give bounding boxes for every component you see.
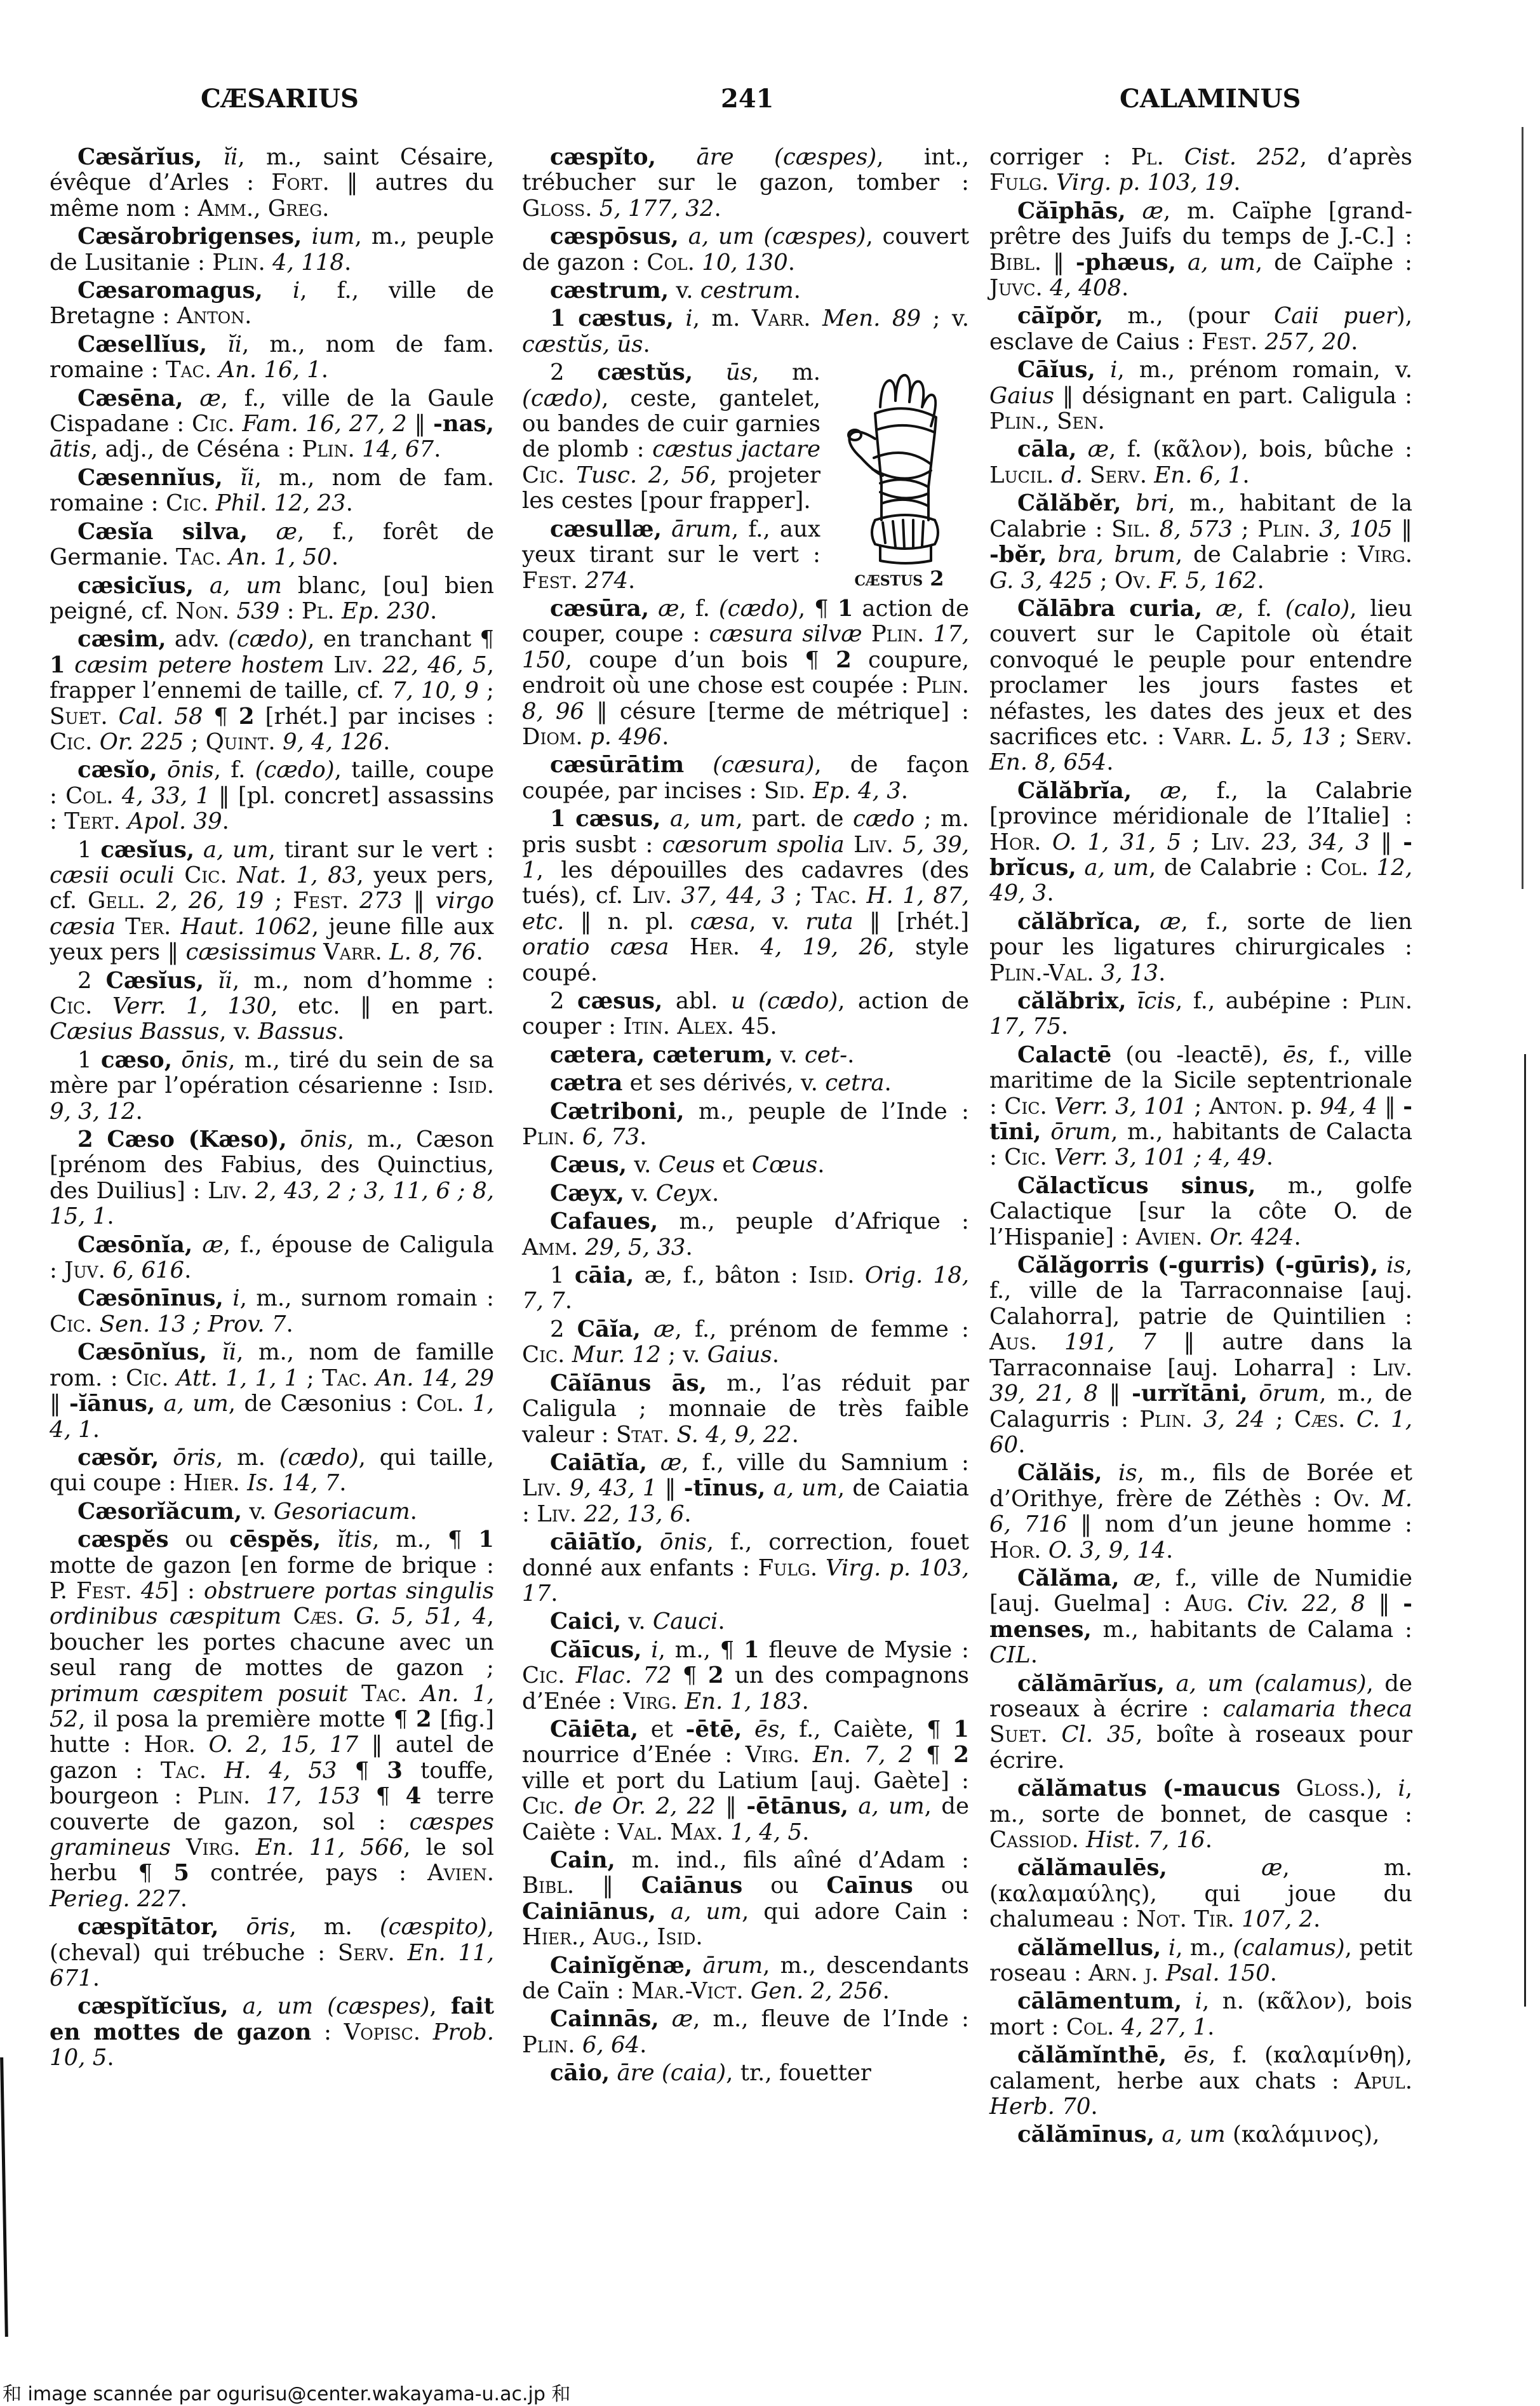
dictionary-entry: Cainnās, æ, m., fleuve de l’Inde : Plin. 6, 64. xyxy=(522,2006,969,2058)
dictionary-entry: cætra et ses dérivés, v. cetra. xyxy=(550,1070,892,1097)
dictionary-entry: Căīcus, i, m., ¶ 1 fleuve de Mysie : Cic. Flac. 72 ¶ 2 un des compagnons d’Enée : Virg. En. 1, 183. xyxy=(522,1636,969,1714)
page-edge-rule xyxy=(0,2057,8,2337)
dictionary-entry: Cāĭus, i, m., prénom romain, v. Gaius ‖ désignant en part. Caligula : Plin., Sen. xyxy=(989,357,1412,435)
dictionary-entry: cāĭpŏr, m., (pour Caii puer), esclave de Caius : Fest. 257, 20. xyxy=(989,303,1412,355)
dictionary-entry: 1 cæso, ōnis, m., tiré du sein de sa mère par l’opération césarienne : Isid. 9, 3, 12. xyxy=(50,1046,494,1125)
dictionary-entry: Călactĭcus sinus, m., golfe Calactique [sur la côte O. de l’Hispanie] : Avien. Or. 424. xyxy=(989,1172,1412,1250)
dictionary-entry: Călābra curia, æ, f. (calo), lieu couvert sur le Capitole où était convoqué le peuple pour entendre proclamer les jours fastes et néfastes, les dates des jeux et des sacrifices etc. : Varr. L. 5, 13 ; Serv. En. 8, 654. xyxy=(989,595,1413,776)
guide-word-left: CÆSARIUS xyxy=(201,84,359,114)
dictionary-entry: Cæyx, v. Ceyx. xyxy=(550,1180,720,1206)
dictionary-entry: călămellus, i, m., (calamus), petit roseau : Arn. j. Psal. 150. xyxy=(989,1934,1412,1987)
dictionary-entry: cæsŏr, ōris, m. (cædo), qui taille, qui coupe : Hier. Is. 14, 7. xyxy=(50,1444,494,1497)
dictionary-entry: Cæsōnīnus, i, m., surnom romain : Cic. Sen. 13 ; Prov. 7. xyxy=(50,1285,494,1337)
dictionary-entry: călămatus (-maucus Gloss.), i, m., sorte de bonnet, de casque : Cassiod. Hist. 7, 16. xyxy=(989,1775,1412,1853)
dictionary-entry: Călăis, is, m., fils de Borée et d’Orithye, frère de Zéthès : Ov. M. 6, 716 ‖ nom d’un jeune homme : Hor. O. 3, 9, 14. xyxy=(989,1460,1413,1563)
dictionary-entry: cæsullæ, ārum, f., aux yeux tirant sur le vert : Fest. 274. xyxy=(522,516,820,594)
dictionary-column-1 xyxy=(50,145,494,2074)
dictionary-entry: călămīnus, a, um (καλάμινος), xyxy=(1017,2122,1380,2148)
dictionary-entry: 1 cæsĭus, a, um, tirant sur le vert : cæsii oculi Cic. Nat. 1, 83, yeux pers, cf. Gell. 2, 26, 19 ; Fest. 273 ‖ virgo cæsia Ter. Haut. 1062, jeune fille aux yeux pers ‖ cæsissimus Varr. L. 8, 76. xyxy=(50,836,495,966)
dictionary-entry: cæspĭtātor, ōris, m. (cæspito), (cheval) qui trébuche : Serv. En. 11, 671. xyxy=(50,1914,494,1992)
dictionary-entry: cāiātĭo, ōnis, f., correction, fouet donné aux enfants : Fulg. Virg. p. 103, 17. xyxy=(522,1529,969,1607)
dictionary-entry: 1 cæstus, i, m. Varr. Men. 89 ; v. cæstŭs, ūs. xyxy=(522,305,969,358)
dictionary-entry: 1 cæsus, a, um, part. de cædo ; m. pris susbt : cæsorum spolia Liv. 5, 39, 1, les dépouilles des cadavres (des tués), cf. Liv. 37, 44, 3 ; Tac. H. 1, 87, etc. ‖ n. pl. cæsa, v. ruta ‖ [rhét.] oratio cæsa Her. 4, 19, 26, style coupé. xyxy=(522,806,970,986)
dictionary-entry: 2 cæsus, abl. u (cædo), action de couper : Itin. Alex. 45. xyxy=(522,988,969,1040)
cestus-figure xyxy=(829,363,969,591)
dictionary-entry: Călăbrĭa, æ, f., la Calabrie [province méridionale de l’Italie] : Hor. O. 1, 31, 5 ; Liv. 23, 34, 3 ‖ -brĭcus, a, um, de Calabrie : Col. 12, 49, 3. xyxy=(989,777,1412,907)
dictionary-entry: Călăgorris (-gurris) (-gūris), is, f., ville de la Tarraconnaise [auj. Calahorra], patrie de Quintilien : Aus. 191, 7 ‖ autre dans la Tarraconnaise [auj. Loharra] : Liv. 39, 21, 8 ‖ -urrĭtāni, ōrum, m., de Calagurris : Plin. 3, 24 ; Cæs. C. 1, 60. xyxy=(989,1252,1412,1458)
dictionary-entry: cæstrum, v. cestrum. xyxy=(550,277,801,304)
dictionary-entry: cæsĭo, ōnis, f. (cædo), taille, coupe : Col. 4, 33, 1 ‖ [pl. concret] assassins : Tert. Apol. 39. xyxy=(50,757,494,835)
dictionary-entry: cæsim, adv. (cædo), en tranchant ¶ 1 cæsim petere hostem Liv. 22, 46, 5, frapper l’ennemi de taille, cf. 7, 10, 9 ; Suet. Cal. 58 ¶ 2 [rhét.] par incises : Cic. Or. 225 ; Quint. 9, 4, 126. xyxy=(50,626,495,755)
dictionary-entry: Cain, m. ind., fils aîné d’Adam : Bibl. ‖ Caiānus ou Caīnus ou Cainiānus, a, um, qui adore Cain : Hier., Aug., Isid. xyxy=(522,1847,969,1951)
dictionary-entry: 2 Cæsĭus, ĭi, m., nom d’homme : Cic. Verr. 1, 130, etc. ‖ en part. Cæsius Bassus, v. Bassus. xyxy=(50,967,494,1045)
dictionary-entry: corriger : Pl. Cist. 252, d’après Fulg. Virg. p. 103, 19. xyxy=(989,144,1412,196)
dictionary-entry: 2 Cāĭa, æ, f., prénom de femme : Cic. Mur. 12 ; v. Gaius. xyxy=(522,1316,969,1368)
dictionary-entry: cæsicĭus, a, um blanc, [ou] bien peigné, cf. Non. 539 : Pl. Ep. 230. xyxy=(50,572,494,624)
dictionary-entry: Cæsellĭus, ĭi, m., nom de fam. romaine : Tac. An. 16, 1. xyxy=(50,331,494,384)
dictionary-entry: cæspōsus, a, um (cæspes), couvert de gazon : Col. 10, 130. xyxy=(522,224,969,276)
dictionary-entry: Călăma, æ, f., ville de Numidie [auj. Guelma] : Aug. Civ. 22, 8 ‖ -menses, m., habitants de Calama : CIL. xyxy=(989,1565,1412,1669)
dictionary-entry: Cæsōnĭa, æ, f., épouse de Caligula : Juv. 6, 616. xyxy=(50,1231,494,1284)
dictionary-entry: 1 cāia, æ, f., bâton : Isid. Orig. 18, 7, 7. xyxy=(522,1262,969,1314)
dictionary-entry: călăbrix, īcis, f., aubépine : Plin. 17, 75. xyxy=(989,988,1412,1040)
dictionary-entry: Cæsĭa silva, æ, f., forêt de Germanie. Tac. An. 1, 50. xyxy=(50,518,494,571)
page-edge-rule xyxy=(1522,127,1523,889)
running-head xyxy=(0,84,1540,122)
dictionary-entry: cāla, æ, f. (κᾶλον), bois, bûche : Lucil. d. Serv. En. 6, 1. xyxy=(989,436,1412,488)
scan-credit: 和 image scannée par ogurisu@center.wakayama-u.ac.jp 和 xyxy=(3,2383,571,2405)
dictionary-entry: cætera, cæterum, v. cet-. xyxy=(550,1041,855,1068)
dictionary-entry: Cæsōnĭus, ĭi, m., nom de famille rom. : Cic. Att. 1, 1, 1 ; Tac. An. 14, 29 ‖ -ĭānus, a, um, de Cæsonius : Col. 1, 4, 1. xyxy=(50,1339,494,1443)
dictionary-entry: Cæsennĭus, ĭi, m., nom de fam. romaine : Cic. Phil. 12, 23. xyxy=(50,464,494,517)
dictionary-entry: călămārĭus, a, um (calamus), de roseaux à écrire : calamaria theca Suet. Cl. 35, boîte à roseaux pour écrire. xyxy=(989,1670,1412,1774)
dictionary-entry: Caici, v. Cauci. xyxy=(550,1608,725,1635)
dictionary-entry: Căīphās, æ, m. Caïphe [grand-prêtre des Juifs du temps de J.-C.] : Bibl. ‖ -phæus, a, um, de Caïphe : Juvc. 4, 408. xyxy=(989,197,1412,302)
dictionary-entry: Calactē (ou -leactē), ēs, f., ville maritime de la Sicile septentrionale : Cic. Verr. 3, 101 ; Anton. p. 94, 4 ‖ -tīni, ōrum, m., habitants de Calacta : Cic. Verr. 3, 101 ; 4, 49. xyxy=(989,1041,1412,1171)
dictionary-entry: cālāmentum, i, n. (κᾶλον), bois mort : Col. 4, 27, 1. xyxy=(989,1988,1412,2040)
dictionary-entry: Cæus, v. Ceus et Cœus. xyxy=(550,1152,825,1179)
dictionary-entry: 2 cæstŭs, ūs, m. (cædo), ceste, gantelet, ou bandes de cuir garnies de plomb : cæstus jactare Cic. Tusc. 2, 56, projeter les cestes [pour frapper]. xyxy=(522,359,820,514)
dictionary-entry: cæspĭto, āre (cæspes), int., trébucher sur le gazon, tomber : Gloss. 5, 177, 32. xyxy=(522,144,969,222)
dictionary-entry: cæsūrātim (cæsura), de façon coupée, par incises : Sid. Ep. 4, 3. xyxy=(522,752,969,804)
dictionary-entry: Caiātĭa, æ, f., ville du Samnium : Liv. 9, 43, 1 ‖ -tīnus, a, um, de Caiatia : Liv. 22, 13, 6. xyxy=(522,1449,969,1527)
dictionary-entry: Cæsaromagus, i, f., ville de Bretagne : Anton. xyxy=(50,277,494,330)
dictionary-entry: Călăbĕr, bri, m., habitant de la Calabrie : Sil. 8, 573 ; Plin. 3, 105 ‖ -bĕr, bra, brum, de Calabrie : Virg. G. 3, 425 ; Ov. F. 5, 162. xyxy=(989,490,1412,594)
page-edge-rule xyxy=(1524,1054,1526,2007)
cestus-hand-icon xyxy=(836,363,963,566)
dictionary-entry: cæsūra, æ, f. (cædo), ¶ 1 action de couper, coupe : cæsura silvæ Plin. 17, 150, coupe d’un bois ¶ 2 coupure, endroit où une chose est coupée : Plin. 8, 96 ‖ césure [terme de métrique] : Diom. p. 496. xyxy=(522,595,970,750)
dictionary-entry: Cafaues, m., peuple d’Afrique : Amm. 29, 5, 33. xyxy=(522,1208,969,1260)
guide-word-right: CALAMINUS xyxy=(1120,84,1301,114)
dictionary-entry: Cæsărĭus, ĭi, m., saint Césaire, évêque d’Arles : Fort. ‖ autres du même nom : Amm., Greg. xyxy=(50,144,495,222)
dictionary-entry: Cāĭānus ās, m., l’as réduit par Caligula ; monnaie de très faible valeur : Stat. S. 4, 9, 22. xyxy=(522,1370,970,1448)
dictionary-entry: Cætriboni, m., peuple de l’Inde : Plin. 6, 73. xyxy=(522,1098,969,1151)
dictionary-entry: Cæsărobrigenses, ium, m., peuple de Lusitanie : Plin. 4, 118. xyxy=(50,224,494,276)
dictionary-entry: cæspĕs ou cēspĕs, ĭtis, m., ¶ 1 motte de gazon [en forme de brique : P. Fest. 45] : obstruere portas singulis ordinibus cæspitum Cæs. G. 5, 51, 4, boucher les portes chacune avec un seul rang de mottes de gazon ; primum cæspitem posuit Tac. An. 1, 52, il posa la première motte ¶ 2 [fig.] hutte : Hor. O. 2, 15, 17 ‖ autel de gazon : Tac. H. 4, 53 ¶ 3 touffe, bourgeon : Plin. 17, 153 ¶ 4 terre couverte de gazon, sol : cæspes gramineus Virg. En. 11, 566, le sol herbu ¶ 5 contrée, pays : Avien. Perieg. 227. xyxy=(50,1527,495,1912)
figure-caption: cæstus 2 xyxy=(854,566,944,591)
dictionary-entry: Cæsēna, æ, f., ville de la Gaule Cispadane : Cic. Fam. 16, 27, 2 ‖ -nas, ātis, adj., de Céséna : Plin. 14, 67. xyxy=(50,385,494,463)
dictionary-entry: Cainĭgĕnæ, ārum, m., descendants de Caïn : Mar.-Vict. Gen. 2, 256. xyxy=(522,1952,969,2005)
dictionary-entry: cāio, āre (caia), tr., fouetter xyxy=(550,2060,871,2087)
dictionary-entry: călămaulēs, æ, m. (καλαμαύλης), qui joue du chalumeau : Not. Tir. 107, 2. xyxy=(989,1855,1412,1933)
dictionary-entry: 2 Cæso (Kæso), ōnis, m., Cæson [prénom des Fabius, des Quinctius, des Duilius] : Liv. 2, 43, 2 ; 3, 11, 6 ; 8, 15, 1. xyxy=(50,1126,494,1230)
dictionary-entry: călămĭnthē, ēs, f. (καλαμίνθη), calament, herbe aux chats : Apul. Herb. 70. xyxy=(989,2042,1412,2120)
dictionary-entry: Cæsorĭăcum, v. Gesoriacum. xyxy=(77,1498,417,1525)
dictionary-column-2 xyxy=(522,145,969,2089)
dictionary-entry: Cāiēta, et -ētē, ēs, f., Caiète, ¶ 1 nourrice d’Enée : Virg. En. 7, 2 ¶ 2 ville et port du Latium [auj. Gaète] : Cic. de Or. 2, 22 ‖ -ētānus, a, um, de Caiète : Val. Max. 1, 4, 5. xyxy=(522,1716,970,1845)
dictionary-entry: călăbrĭca, æ, f., sorte de lien pour les ligatures chirurgicales : Plin.-Val. 3, 13. xyxy=(989,908,1413,986)
dictionary-entry: cæspĭtĭcĭus, a, um (cæspes), fait en mottes de gazon : Vopisc. Prob. 10, 5. xyxy=(50,1993,494,2071)
page-number: 241 xyxy=(721,84,774,114)
dictionary-column-3 xyxy=(989,145,1412,2151)
